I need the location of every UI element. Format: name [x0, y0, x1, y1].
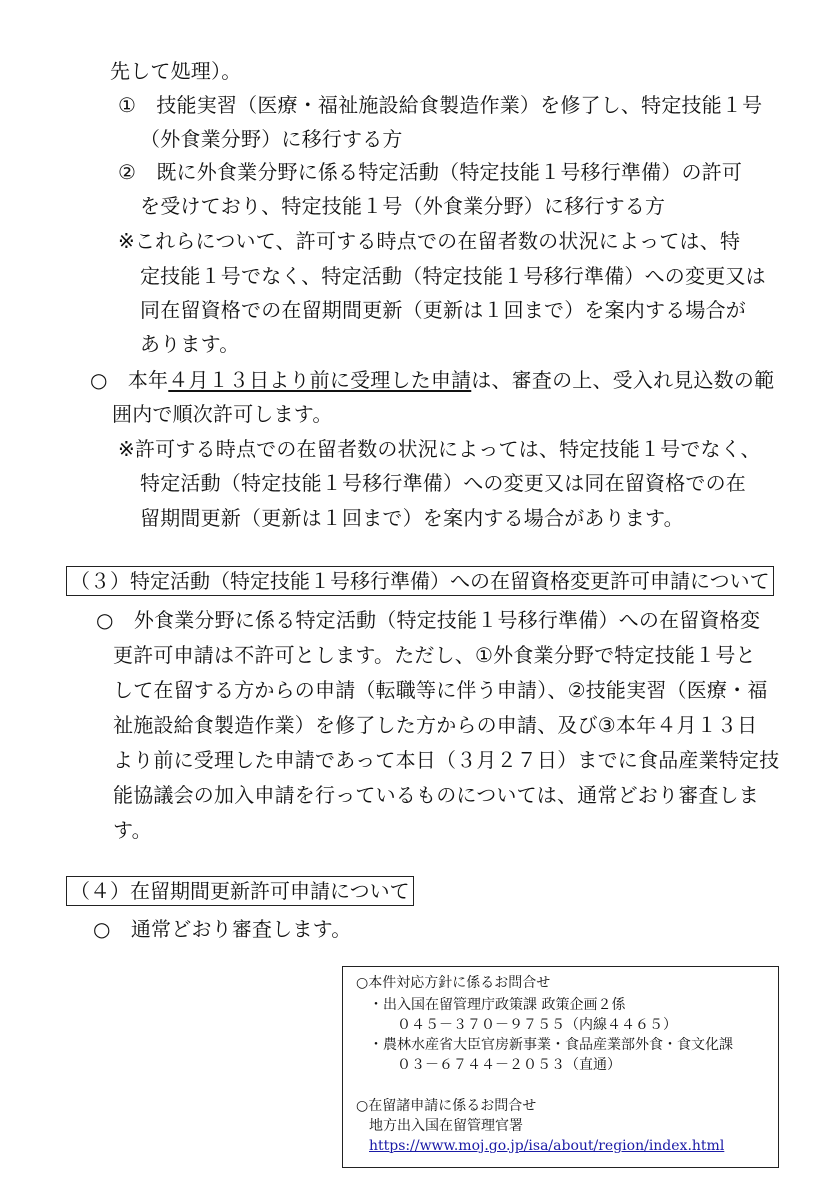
region-office-link[interactable]: https://www.moj.go.jp/isa/about/region/index.html: [369, 1138, 725, 1154]
text-line: を受けており、特定技能１号（外食業分野）に移行する方: [140, 194, 666, 218]
list-item-1: ① 技能実習（医療・福祉施設給食製造作業）を修了し、特定技能１号: [118, 93, 763, 117]
bullet-line: [90, 368, 774, 392]
note-line: 特定活動（特定技能１号移行準備）への変更又は同在留資格での在: [140, 471, 746, 495]
note-line: ※これらについて、許可する時点での在留者数の状況によっては、特: [118, 229, 741, 253]
paragraph-line: す。: [113, 818, 152, 842]
text-line: （外食業分野）に移行する方: [140, 127, 403, 151]
text-line: 囲内で順次許可します。: [112, 402, 333, 426]
list-item-2: ② 既に外食業分野に係る特定活動（特定技能１号移行準備）の許可: [118, 160, 743, 184]
contact-phone: ０３－６７４４－２０５３（直通）: [397, 1057, 621, 1073]
contact-line: 地方出入国在留管理官署: [369, 1118, 523, 1134]
text-span: は、審査の上、受入れ見込数の範: [471, 368, 775, 392]
paragraph-line: 更許可申請は不許可とします。ただし、①外食業分野で特定技能１号と: [113, 643, 756, 667]
contact-heading: ○本件対応方針に係るお問合せ: [356, 975, 551, 991]
note-line: あります。: [140, 332, 240, 356]
paragraph-line: して在留する方からの申請（転職等に伴う申請）、②技能実習（医療・福: [113, 678, 768, 702]
contact-line: ・農林水産省大臣官房新事業・食品産業部外食・食文化課: [369, 1037, 733, 1053]
paragraph-line: ○ 通常どおり審査します。: [93, 917, 352, 941]
contact-heading: ○在留諸申請に係るお問合せ: [356, 1098, 537, 1114]
note-line: 同在留資格での在留期間更新（更新は１回まで）を案内する場合が: [140, 298, 746, 322]
note-line: 定技能１号でなく、特定活動（特定技能１号移行準備）への変更又は: [140, 264, 766, 288]
note-line: ※許可する時点での在留者数の状況によっては、特定技能１号でなく、: [118, 437, 761, 461]
text-span: ○ 本年: [90, 368, 169, 392]
paragraph-line: 祉施設給食製造作業）を修了した方からの申請、及び③本年４月１３日: [113, 713, 758, 737]
paragraph-line: ○ 外食業分野に係る特定活動（特定技能１号移行準備）への在留資格変: [96, 608, 761, 632]
contact-box: [342, 966, 779, 1168]
contact-line: ・出入国在留管理庁政策課 政策企画２係: [369, 997, 626, 1013]
text-line: 先して処理）。: [110, 59, 242, 83]
section-4-heading: （４）在留期間更新許可申請について: [66, 876, 414, 906]
underlined-text: ４月１３日より前に受理した申請: [168, 368, 472, 392]
contact-phone: ０４５－３７０－９７５５（内線４４６５）: [397, 1017, 677, 1033]
note-line: 留期間更新（更新は１回まで）を案内する場合があります。: [140, 506, 684, 530]
section-3-heading: （３）特定活動（特定技能１号移行準備）への在留資格変更許可申請について: [66, 566, 774, 596]
paragraph-line: より前に受理した申請であって本日（３月２７日）までに食品産業特定技: [113, 748, 780, 772]
paragraph-line: 能協議会の加入申請を行っているものについては、通常どおり審査しま: [113, 783, 759, 807]
